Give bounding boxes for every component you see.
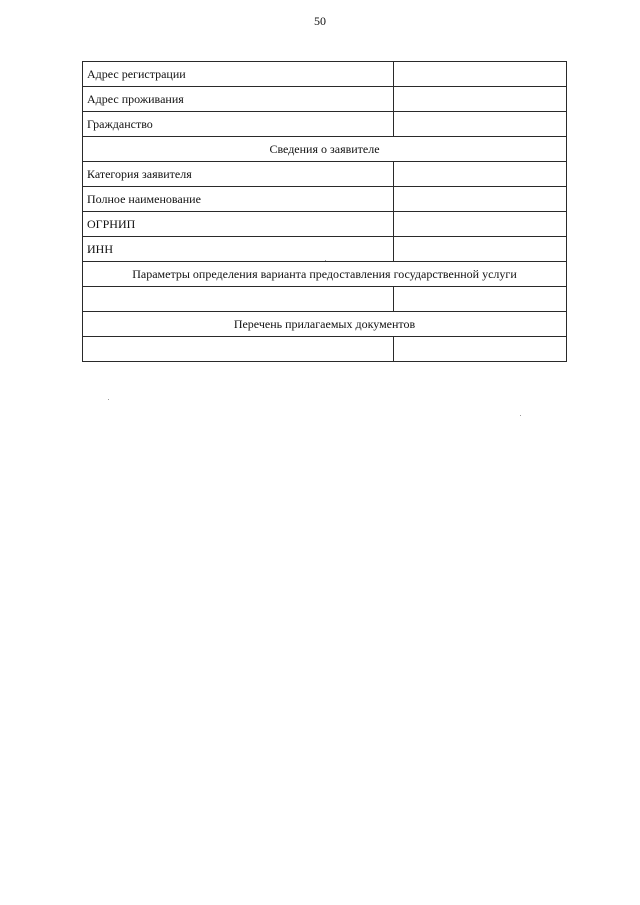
section-row-attached-documents — [83, 312, 567, 337]
form-row-service-parameter — [83, 287, 567, 312]
form-row-residence-address — [83, 87, 567, 112]
field-label: Категория заявителя — [83, 162, 394, 187]
field-label: Полное наименование — [83, 187, 394, 212]
section-title: Перечень прилагаемых документов — [83, 312, 567, 337]
form-table-body — [83, 62, 567, 362]
form-row-ogrnip — [83, 212, 567, 237]
form-row-registration-address — [83, 62, 567, 87]
field-label: Гражданство — [83, 112, 394, 137]
field-value — [394, 62, 567, 87]
form-row-full-name — [83, 187, 567, 212]
field-label — [83, 337, 394, 362]
form-row-applicant-category — [83, 162, 567, 187]
field-label: ОГРНИП — [83, 212, 394, 237]
field-value — [394, 287, 567, 312]
field-value — [394, 237, 567, 262]
field-value — [394, 212, 567, 237]
field-value — [394, 112, 567, 137]
form-row-attached-document — [83, 337, 567, 362]
section-title: Параметры определения варианта предоставления государственной услуги — [83, 262, 567, 287]
field-label: Адрес проживания — [83, 87, 394, 112]
field-label — [83, 287, 394, 312]
field-label: Адрес регистрации — [83, 62, 394, 87]
field-value — [394, 87, 567, 112]
applicant-form-table — [82, 61, 567, 362]
scan-speck — [108, 399, 109, 400]
form-row-inn — [83, 237, 567, 262]
scan-speck — [325, 260, 326, 261]
field-value — [394, 187, 567, 212]
section-row-service-parameters — [83, 262, 567, 287]
scan-speck — [520, 415, 521, 416]
section-row-applicant-info — [83, 137, 567, 162]
field-label: ИНН — [83, 237, 394, 262]
form-row-citizenship — [83, 112, 567, 137]
section-title: Сведения о заявителе — [83, 137, 567, 162]
field-value — [394, 162, 567, 187]
page-number: 50 — [314, 14, 326, 28]
field-value — [394, 337, 567, 362]
